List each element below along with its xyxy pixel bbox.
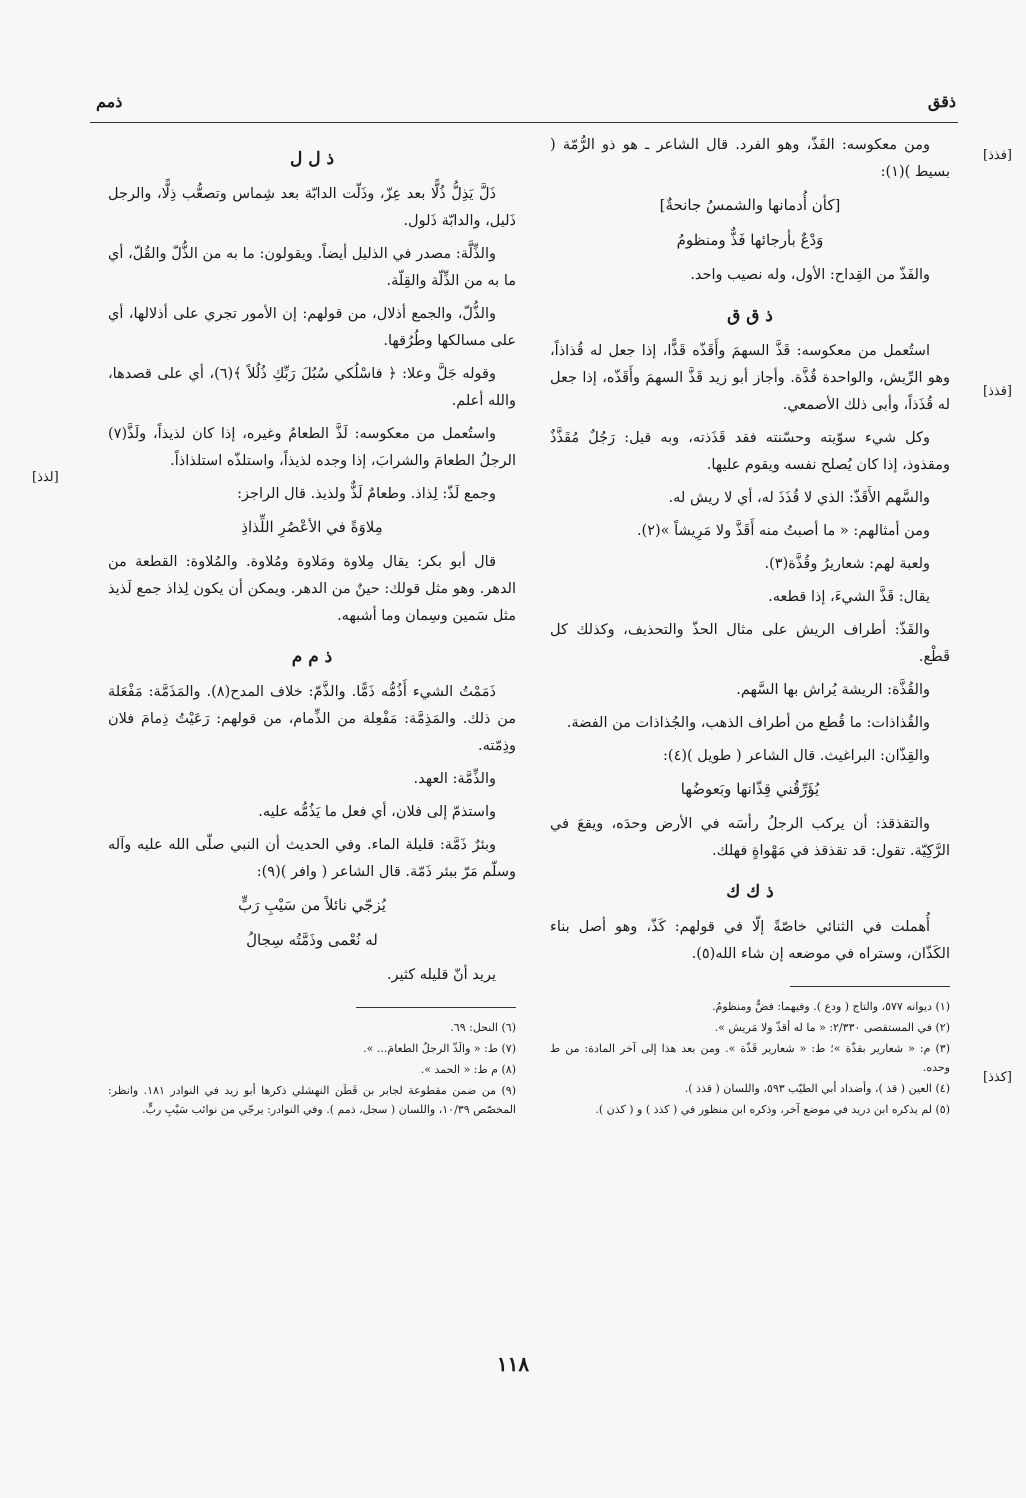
running-header-right: ذقق [927,92,956,111]
paragraph: والقُذاذات: ما قُطع من أطراف الذهب، والجُذاذات من الفضة. [566,715,930,731]
paragraph: ومن أمثالهم: « ما أصبتُ منه أَقَذَّ ولا مَرِيشاً »(٢). [636,523,930,539]
margin-tag-fadh: [فذذ] [983,148,1012,163]
paragraph: وجمع لَذّ: لِذاذ. وطعامٌ لَذٌّ ولذيذ. قال الراجز: [237,486,496,502]
paragraph: قال أبو بكر: يقال مِلاوة ومَلاوة ومُلاوة. والمُلاوة: القطعة من الدهر. وهو مثل قولك: حينٌ من الدهر. ويمكن أن يكون لِذاذ جمع لَذيذ مثل سَمين وسِمان وما أشبهه. [108,554,516,624]
paragraph: وكل شيء سوّيته وحسّنته فقد قَذَذته، وبه قيل: رَجُلٌ مُقَذَّذٌ ومقذوذ، إذا كان يُصلح نفسه ويقوم عليها. [550,430,950,473]
paragraph: ذَلَّ يَذِلُّ ذُلًّا بعد عِزّ، وذَلّت الدابّة بعد شِماس وتصعُّب ذِلًّا، والرجل ذَليل، والدابّة ذَلول. [108,186,516,229]
root-heading-dhqq: ذ ق ق [727,306,773,326]
paragraph: أُهملت في الثنائي خاصّةً إلّا في قولهم: كَذّ، وهو أصل بناء الكَذّان، وستراه في موضعه إن شاء الله(٥). [550,919,950,962]
left-column [108,132,516,1121]
paragraph: يريد أنّ قليله كثير. [386,967,496,983]
header-rule [90,122,958,123]
footnote: (٢) في المستقصى ٢/٣٣٠: « ما له أقذّ ولا مَريش ». [714,1021,950,1034]
margin-tag-kadh: [كذذ] [983,1070,1012,1085]
paragraph: والذِّمَّة: العهد. [413,771,496,787]
paragraph: واستُعمل من معكوسه: لَذَّ الطعامُ وغيره، إذا كان لذيذاً، ولَذَّ(٧) الرجلُ الطعامَ والشرابَ، إذا وجده لذيذاً، واستلذّه استلذاذاً. [108,426,516,469]
paragraph: والقَذّ: أطراف الريش على مثال الحذّ والتحذيف، وكذلك كل قَطْع. [550,622,950,665]
margin-tag-ladh: [لذذ] [32,470,59,485]
verse-line: وَدْعٌ بأرجائها فَذٌّ ومنظومُ [676,231,824,249]
paragraph: والذُّلّ، والجمع أذلال، من قولهم: إن الأمور تجري على أذلالها، أي على مسالكها وطُرُقها. [108,306,516,349]
footnote: (٧) ط: « والَذّ الرجلُ الطعامَ... ». [363,1042,516,1055]
paragraph: والتقذقذ: أن يركب الرجلُ رأسَه في الأرض وحدَه، ويقعَ في الرَّكِيّة. تقول: قد تقذقذ في مَهْواةٍ فهلك. [550,816,950,859]
paragraph: ذَمَمْتُ الشيء أَذُمُّه ذَمًّا. والذَّمّ: خلاف المدح(٨). والمَذَمَّة: مَفْعَلة من ذلك. والمَذِمَّة: مَفْعِلة من الذِّمام، من قولهم: رَعَيْتُ ذِمامَ فلان وذِمّته. [108,684,516,754]
footnote: (١) ديوانه ٥٧٧، والتاج ( ودع ). وفيهما: فضٌّ ومنظومُ. [712,1000,950,1013]
footnote: (٥) لم يذكره ابن دريد في موضع آخر، وذكره ابن منظور في ( كذذ ) و ( كذن ). [595,1103,950,1116]
paragraph: والفَذّ من القِداح: الأول، وله نصيب واحد. [690,267,930,283]
verse-line: مِلاوَةً في الأعْصُرِ اللِّذاذِ [241,518,383,536]
footnote-rule [790,986,950,987]
verse-line: له نُعْمى وذَمَّتُه سِجالُ [246,931,378,949]
paragraph: وقوله جَلَّ وعلا: ﴿ فاسْلُكي سُبُلَ رَبِّكِ ذُلُلاً ﴾(٦)، أي على قصدها، والله أعلم. [108,366,516,409]
paragraph: واستذمّ إلى فلان، أي فعل ما يَذُمُّه عليه. [258,804,496,820]
root-heading-dhkk: ذ ك ك [726,882,774,902]
paragraph: يقال: قَذَّ الشيءَ، إذا قطعه. [768,589,930,605]
running-header-left: ذمم [96,92,123,111]
paragraph: ومن معكوسه: الفَذّ، وهو الفرد. قال الشاعر ـ هو ذو الرُّمّة ( بسيط )(١): [550,137,950,180]
footnote: (٨) م ط: « الحمد ». [420,1063,516,1076]
footnote: (٩) من ضمن مقطوعة لجابر بن قَطَن النهشلي ذكرها أبو زيد في النوادر ١٨١. وانظر: المخصّص ١٠/٣٩، واللسان ( سجل، ذمم ). وفي النوادر: يرجّي من نوائب سَيْبِ ربٍّ. [108,1084,516,1116]
verse-line: يُزجّي نائلاً من سَيْبِ رَبٍّ [238,896,386,914]
verse-line: [كأن أُدمانها والشمسُ جانحةٌ] [659,196,841,214]
paragraph: والقُذَّة: الريشة يُراش بها السَّهم. [736,682,930,698]
paragraph: وبئرٌ ذَمَّة: قليلة الماء. وفي الحديث أن النبي صلّى الله عليه وآله وسلّم مَرّ ببئر ذَمّة. قال الشاعر ( وافر )(٩): [108,837,516,880]
right-column [550,132,950,1121]
footnote: (٦) النحل: ٦٩. [450,1021,516,1034]
paragraph: والقِذّان: البراغيث. قال الشاعر ( طويل )(٤): [663,748,930,764]
root-heading-dhmm: ذ م م [291,647,333,667]
paragraph: والسَّهم الأَقَذّ: الذي لا قُذَذَ له، أي لا ريش له. [668,490,930,506]
paragraph: استُعمل من معكوسه: قَذَّ السهمَ وأَقَذّه قَذًّا، إذا جعل له قُذاذاً، وهو الرِّيش، والواحدة قُذَّة. وأجاز أبو زيد قَذَّ السهمَ وأَقَذّه، إذا جعل له قُذَذاً، وأبى ذلك الأصمعي. [550,343,950,413]
paragraph: ولعبة لهم: شعاريرُ وقُذَّة(٣). [764,556,930,572]
root-heading-dhll: ذ ل ل [289,149,335,169]
footnote: (٣) م: « شعارير بقذّة »؛ ط: « شعارير قَذّة ». ومن بعد هذا إلى آخر المادة: من ط وحده. [550,1042,950,1074]
footnote: (٤) العين ( قذ )، وأضداد أبي الطيّب ٥٩٣، واللسان ( قذذ ). [684,1082,950,1095]
footnote-rule [356,1007,516,1008]
margin-tag-qadh: [قذذ] [983,384,1012,399]
verse-line: يُؤَرِّقُني قِذّانها وبَعوضُها [680,780,820,798]
page-number: ١١٨ [496,1352,530,1376]
paragraph: والذِّلَّة: مصدر في الذليل أيضاً. ويقولون: ما به من الذُّلّ والقُلّ، أي ما به من الذِّلّة والقِلّة. [108,246,516,289]
